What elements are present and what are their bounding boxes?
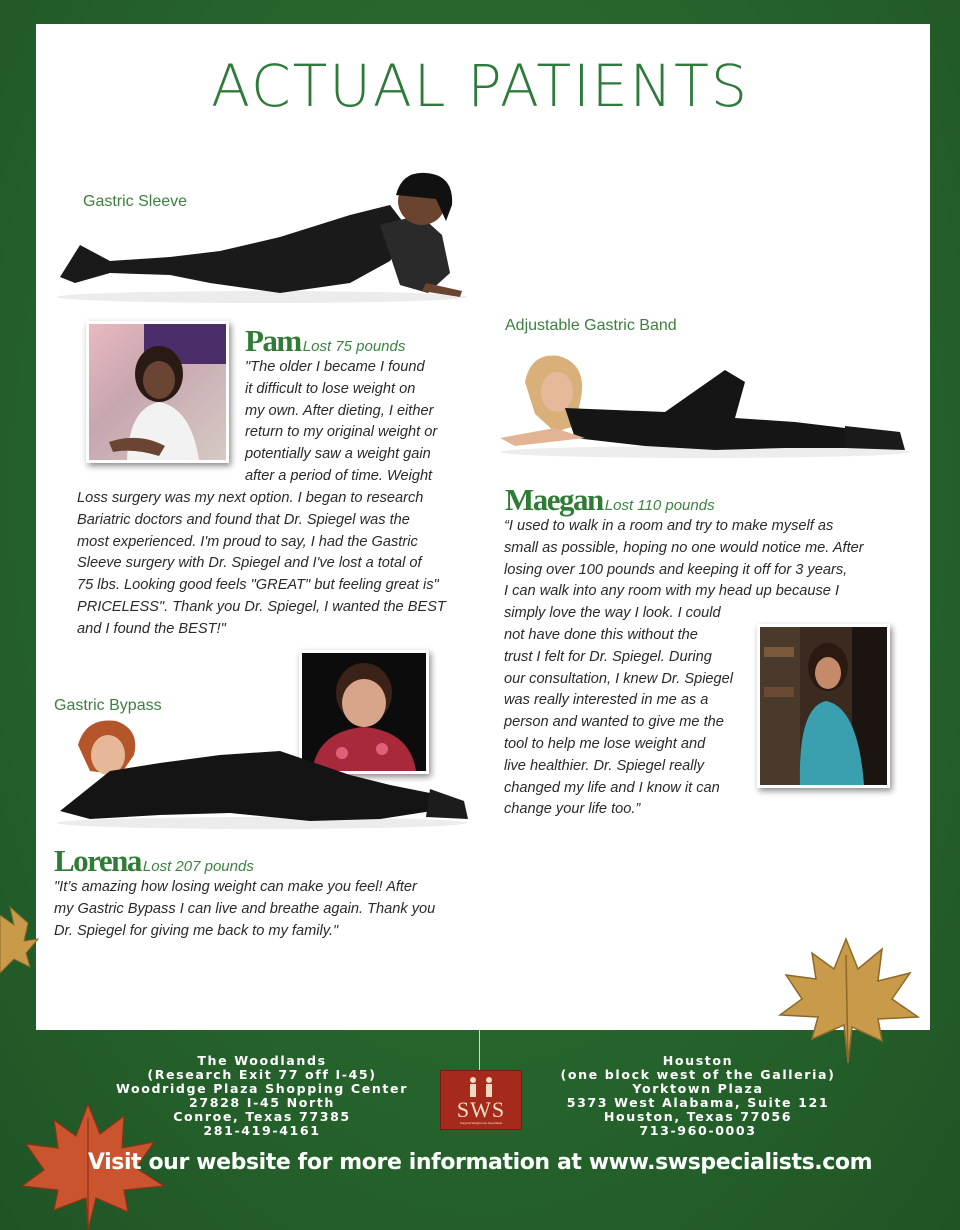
pam-reclining-photo	[50, 165, 475, 305]
quote-line: "It’s amazing how losing weight can make you feel! After	[54, 879, 417, 895]
quote-line: my own. After dieting, I either	[245, 402, 434, 419]
quote-line: “I used to walk in a room and try to make myself as	[504, 518, 834, 534]
address-line: Woodridge Plaza Shopping Center	[115, 1081, 409, 1096]
quote-line: PRICELESS". Thank you Dr. Spiegel, I wanted the BEST	[77, 598, 446, 615]
quote-line: simply love the way I look. I could	[504, 605, 721, 622]
patient-name-lorena	[54, 843, 254, 879]
procedure-label-gastric-sleeve: Gastric Sleeve	[83, 193, 188, 210]
quote-line: Loss surgery was my next option. I began to research	[77, 490, 424, 506]
quote-line: it difficult to lose weight on	[245, 380, 416, 397]
procedure-label-adjustable-gastric-band: Adjustable Gastric Band	[505, 317, 677, 334]
quote-line: not have done this without the	[504, 626, 698, 643]
quote-line: was really interested in me as a	[504, 692, 709, 709]
address-line: 5373 West Alabama, Suite 121	[566, 1095, 830, 1110]
quote-line: and I found the BEST!"	[77, 620, 226, 637]
logo-text: SWS	[456, 1097, 506, 1122]
phone-number: 281-419-4161	[203, 1123, 321, 1138]
address-line: (one block west of the Galleria)	[560, 1067, 836, 1082]
address-line: Houston	[662, 1053, 734, 1068]
quote-line: change your life too.”	[504, 801, 641, 818]
quote-line: live healthier. Dr. Spiegel really	[504, 757, 705, 774]
quote-line: my Gastric Bypass I can live and breathe again. Thank you	[54, 900, 436, 917]
quote-line: tool to help me lose weight and	[504, 735, 706, 752]
address-line: (Research Exit 77 off I-45)	[147, 1067, 377, 1082]
pounds-lost-lorena: Lost 207 pounds	[142, 858, 254, 875]
quote-line: "The older I became I found	[245, 359, 425, 375]
address-line: 27828 I-45 North	[188, 1095, 335, 1110]
quote-line: small as possible, hoping no one would notice me. After	[504, 539, 864, 556]
quote-line: potentially saw a weight gain	[245, 446, 431, 463]
location-houston	[548, 1054, 848, 1138]
quote-line: Sleeve surgery with Dr. Spiegel and I've lost a total of	[77, 555, 422, 572]
procedure-label-gastric-bypass: Gastric Bypass	[54, 697, 162, 714]
sws-logo	[440, 1070, 522, 1130]
quote-line: Dr. Spiegel for giving me back to my family."	[54, 922, 339, 939]
pounds-lost-maegan: Lost 110 pounds	[604, 497, 715, 514]
patient-name-maegan	[505, 482, 715, 518]
pounds-lost-pam: Lost 75 pounds	[302, 338, 406, 355]
location-woodlands	[112, 1054, 412, 1138]
name-text: Maegan	[505, 482, 603, 517]
patient-name-pam	[245, 323, 405, 359]
quote-line: changed my life and I know it can	[504, 779, 720, 796]
quote-line: 75 lbs. Looking good feels "GREAT" but feeling great is"	[77, 577, 439, 594]
footer-divider	[479, 1030, 480, 1070]
testimonial-pam-part1	[245, 357, 437, 488]
quote-line: most experienced. I'm proud to say, I had the Gastric	[77, 533, 418, 550]
page-title: ACTUAL PATIENTS	[211, 52, 749, 120]
address-line: Conroe, Texas 77385	[173, 1109, 351, 1124]
name-text: Lorena	[54, 843, 141, 878]
website-line: Visit our website for more information at www.swspecialists.com	[87, 1150, 873, 1175]
quote-line: Bariatric doctors and found that Dr. Spiegel was the	[77, 511, 410, 528]
logo-tagline: Surgical Weight loss Specialists	[459, 1121, 503, 1125]
address-line: Yorktown Plaza	[632, 1081, 764, 1096]
maegan-before-photo	[757, 624, 890, 788]
quote-line: I can walk into any room with my head up because I	[504, 583, 840, 600]
name-text: Pam	[245, 323, 301, 358]
maple-leaf-right-icon	[772, 935, 922, 1070]
phone-number: 713-960-0003	[639, 1123, 757, 1138]
address-line: The Woodlands	[197, 1053, 327, 1068]
quote-line: person and wanted to give me the	[504, 714, 724, 731]
quote-line: trust I felt for Dr. Spiegel. During	[504, 648, 712, 665]
quote-line: losing over 100 pounds and keeping it off for 3 years,	[504, 561, 848, 578]
quote-line: after a period of time. Weight	[245, 467, 433, 484]
quote-line: return to my original weight or	[245, 424, 438, 441]
lorena-reclining-photo	[50, 715, 475, 830]
address-line: Houston, Texas 77056	[603, 1109, 793, 1124]
testimonial-lorena	[54, 877, 435, 942]
pam-before-photo	[86, 321, 229, 463]
maple-leaf-left-small-icon	[0, 905, 40, 985]
maegan-reclining-photo	[495, 342, 915, 462]
testimonial-pam-part2	[77, 488, 446, 641]
quote-line: our consultation, I knew Dr. Spiegel	[504, 670, 734, 687]
